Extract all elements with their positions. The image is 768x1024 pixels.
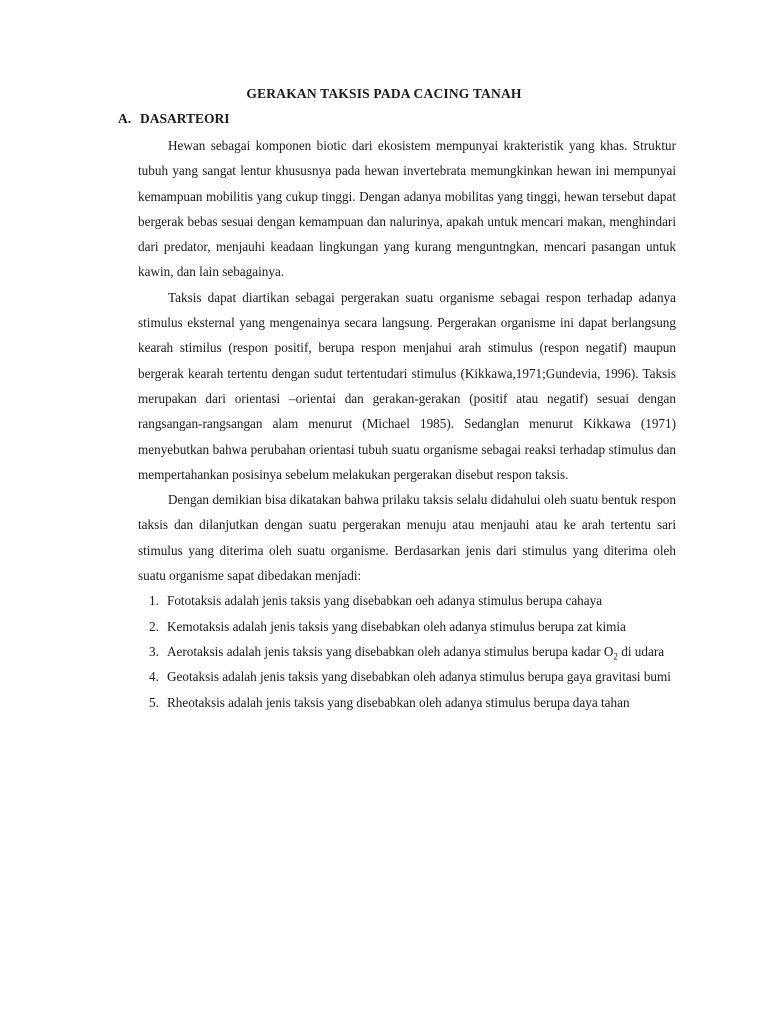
list-item-text: Aerotaksis adalah jenis taksis yang disebabkan oleh adanya stimulus berupa kadar O (167, 643, 614, 659)
document-title: GERAKAN TAKSIS PADA CACING TANAH (246, 86, 522, 101)
list-item-number: 4. (149, 669, 159, 685)
section-number: A. (118, 111, 132, 126)
list-item (138, 588, 676, 613)
list-item-subscript: 2 (613, 651, 618, 662)
list-item (138, 664, 676, 689)
section-title: DASARTEORI (140, 111, 230, 126)
paragraph: Dengan demikian bisa dikatakan bahwa prilaku taksis selalu didahului oleh suatu bentuk respon taksis dan dilanjutkan dengan suatu pergerakan menuju atau menjauhi atau ke arah tertentu sari stimulus yang diterima oleh suatu organisme. Berdasarkan jenis dari stimulus yang diterima oleh suatu organisme sapat dibedakan menjadi: (138, 492, 676, 584)
list-item-text: Geotaksis adalah jenis taksis yang disebabkan oleh adanya stimulus berupa gaya gravitasi bumi (167, 669, 671, 685)
list-item-number: 1. (149, 593, 159, 609)
taxis-type-list (138, 588, 676, 714)
list-item (138, 690, 676, 715)
list-item-number: 5. (149, 694, 159, 710)
paragraph: Taksis dapat diartikan sebagai pergerakan suatu organisme sebagai respon terhadap adanya stimulus eksternal yang mengenainya secara langsung. Pergerakan organisme ini dapat berlangsung kearah stimilus (respon positif, berupa respon menjahui arah stimulus (respon negatif) maupun bergerak kearah tertentu dengan sudut tertentudari stimulus (Kikkawa,1971;Gundevia, 1996). Taksis merupakan dari orientasi –orientai dan gerakan-gerakan (positif atau negatif) sesuai dengan rangsangan-rangsangan alam menurut (Michael 1985). Sedanglan menurut Kikkawa (1971) menyebutkan bahwa perubahan orientasi tubuh suatu organisme sebagai reaksi terhadap stimulus dan mempertahankan posisinya sebelum melakukan pergerakan disebut respon taksis. (138, 289, 676, 482)
list-item (138, 639, 676, 664)
section-heading (118, 111, 230, 127)
list-item (138, 614, 676, 639)
paragraph: Hewan sebagai komponen biotic dari ekosistem mempunyai krakteristik yang khas. Struktur tubuh yang sangat lentur khususnya pada hewan invertebrata memungkinkan hewan ini mempunyai kemampuan mobilitis yang cukup tinggi. Dengan adanya mobilitas yang tinggi, hewan tersebut dapat bergerak bebas sesuai dengan kemampuan dan nalurinya, apakah untuk mencari makan, menghindari dari predator, menjauhi keadaan lingkungan yang kurang menguntngkan, mencari pasangan untuk kawin, dan lain sebagainya. (138, 138, 676, 280)
document-body (138, 133, 676, 715)
list-item-text-tail: di udara (617, 643, 665, 659)
list-item-text: Fototaksis adalah jenis taksis yang disebabkan oeh adanya stimulus berupa cahaya (167, 593, 603, 609)
list-item-text: Rheotaksis adalah jenis taksis yang disebabkan oleh adanya stimulus berupa daya tahan (167, 694, 630, 710)
list-item-text: Kemotaksis adalah jenis taksis yang disebabkan oleh adanya stimulus berupa zat kimia (167, 618, 626, 634)
list-item-number: 3. (149, 643, 159, 659)
list-item-number: 2. (149, 618, 159, 634)
